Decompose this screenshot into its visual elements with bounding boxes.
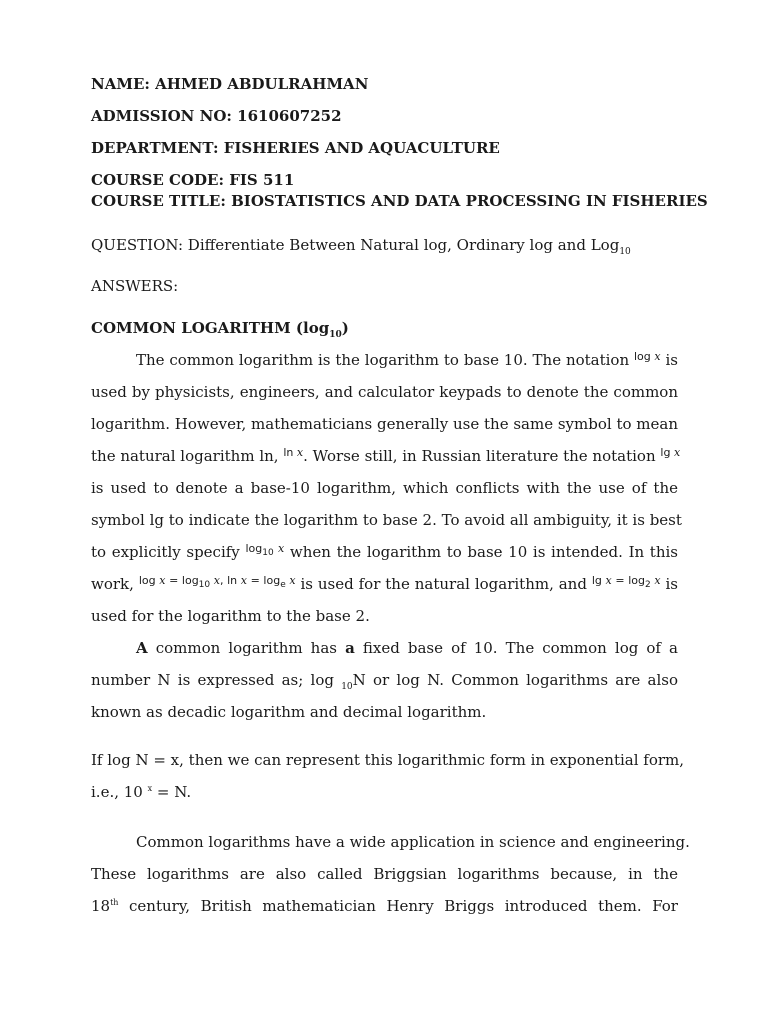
paragraph-2-line-2: number N is expressed as; log $_{10}$N or log N. Common logarithms are also [91,671,678,692]
department: DEPARTMENT: FISHERIES AND AQUACULTURE [91,139,500,157]
math-lnx: ln x [283,446,304,459]
paragraph-3-line-2: i.e., 10 $^x$ = N. [91,783,192,801]
paragraph-1-line-1: The common logarithm is the logarithm to base 10. The notation $^{log x}$ is [136,350,678,369]
paragraph-3-line-1: If log N = x, then we can represent this logarithmic form in exponential form, [91,751,685,769]
answers-label: ANSWERS: [91,277,179,295]
math-logx: log x [634,350,661,363]
paragraph-1-line-6: symbol lg to indicate the logarithm to base 2. To avoid all ambiguity, it is best [91,511,682,529]
paragraph-4-line-2: These logarithms are also called Briggsian logarithms because, in the [91,865,678,883]
paragraph-2-line-3: known as decadic logarithm and decimal logarithm. [91,703,487,721]
paragraph-1-line-3: logarithm. However, mathematicians generally use the same symbol to mean [91,415,678,433]
paragraph-1-line-5: is used to denote a base-10 logarithm, which conflicts with the use of the [91,479,678,497]
math-log10x: log10 x [245,542,285,559]
question: QUESTION: Differentiate Between Natural log, Ordinary log and Log$_{10}$ [91,236,631,257]
paragraph-4-line-1: Common logarithms have a wide application in science and engineering. [136,833,690,851]
paragraph-1-line-7: to explicitly specify $^{log_{10} x}$ when the logarithm to base 10 is intended. In this [91,542,678,561]
section-heading: COMMON LOGARITHM $(\log_{10})$ [91,319,349,340]
paragraph-1-line-8: work, $^{log x = log_{10} x, ln x = log_e x}$ is used for the natural logarithm, and $^{lg x = log_2 x}$ is [91,574,678,593]
course-title: COURSE TITLE: BIOSTATISTICS AND DATA PROCESSING IN FISHERIES [91,192,708,210]
paragraph-4-line-3: 18th century, British mathematician Henry Briggs introduced them. For [91,897,678,915]
paragraph-1-line-4: the natural logarithm ln, $^{ln x}$. Worse still, in Russian literature the notation $^{lg x}$ [91,446,681,465]
course-code: COURSE CODE: FIS 511 [91,171,295,189]
admission-number: ADMISSION NO: 1610607252 [91,107,342,125]
math-definitions: log x = log10 x, ln x = loge x [138,574,296,591]
paragraph-1-line-2: used by physicists, engineers, and calculator keypads to denote the common [91,383,678,401]
paragraph-2-line-1: A common logarithm has a fixed base of 10. The common log of a [136,639,678,657]
student-name: NAME: AHMED ABDULRAHMAN [91,75,369,93]
math-lgx: lg x [660,446,681,459]
math-lg-definition: lg x = log2 x [591,574,661,591]
paragraph-1-line-9: used for the logarithm to the base 2. [91,607,370,625]
